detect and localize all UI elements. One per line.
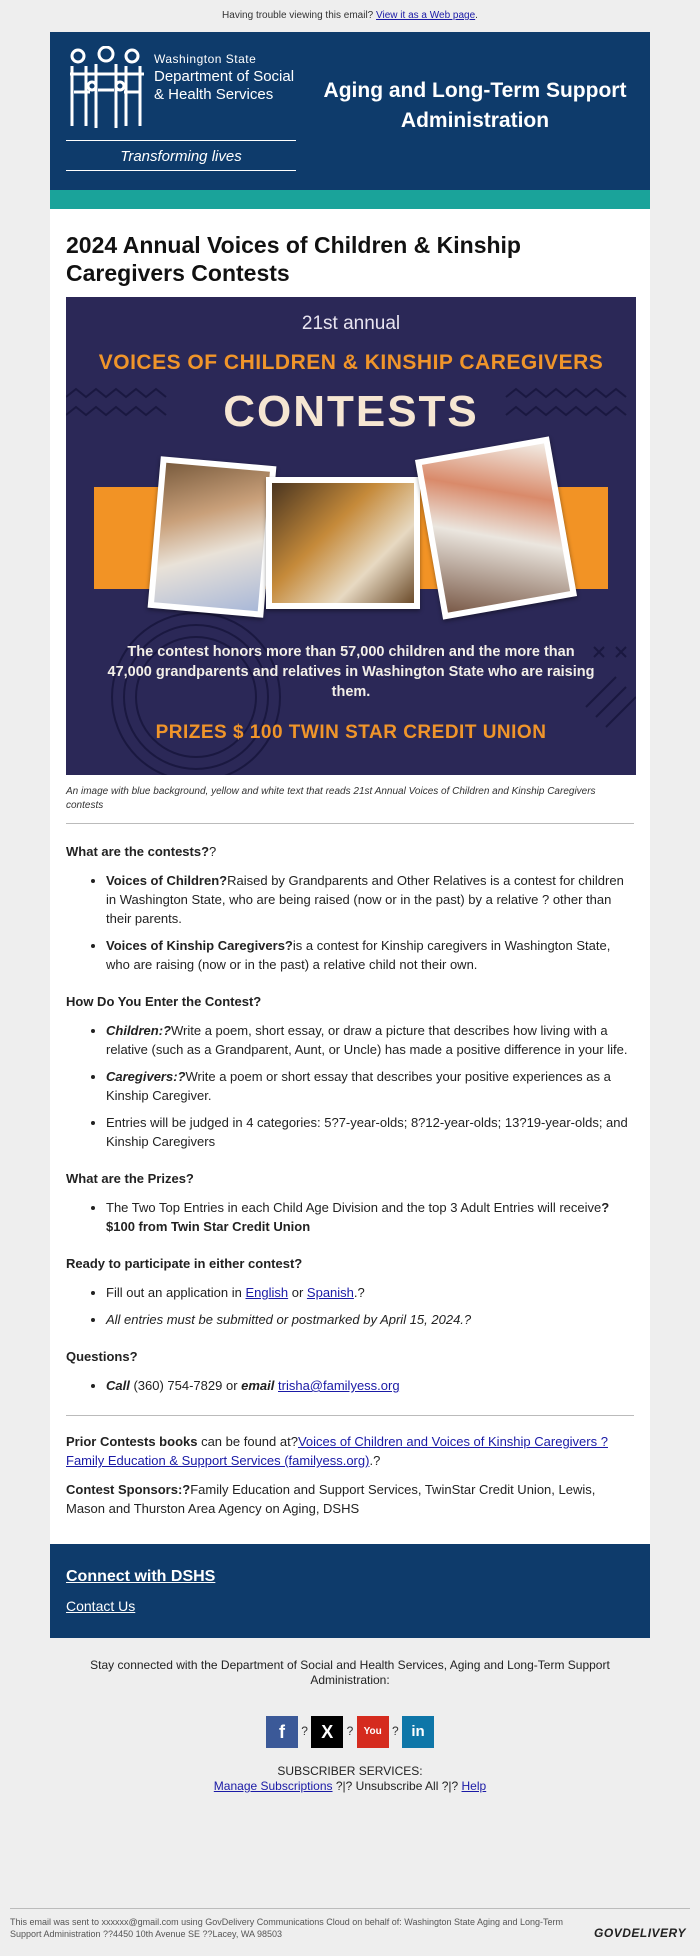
footer-divider bbox=[10, 1908, 690, 1909]
page-title: 2024 Annual Voices of Children & Kinship Caregivers Contests bbox=[66, 232, 521, 286]
email-label: email bbox=[241, 1378, 275, 1393]
questions-heading: Questions? bbox=[66, 1349, 138, 1364]
prior-contests-label: Prior Contests books bbox=[66, 1434, 198, 1449]
logo-dept-2: & Health Services bbox=[154, 86, 274, 103]
sponsors-text: Family Education and Support Services, TwinStar Credit Union, Lewis, Mason and Thurston Area Agency on Aging, DSHS bbox=[66, 1482, 596, 1516]
social-links bbox=[0, 1716, 700, 1748]
contact-us-link[interactable]: Contact Us bbox=[66, 1598, 136, 1614]
list-item bbox=[106, 1113, 634, 1151]
list-item bbox=[106, 1376, 634, 1395]
footer-banner bbox=[50, 1544, 650, 1638]
prior-contests-tail: .? bbox=[369, 1453, 381, 1468]
govdelivery-logo: GOVDELIVERY bbox=[594, 1926, 686, 1940]
list-item bbox=[106, 1198, 634, 1236]
social-separator: ? bbox=[301, 1724, 308, 1739]
header-banner bbox=[50, 32, 650, 190]
help-link[interactable]: Help bbox=[461, 1779, 487, 1793]
section-divider bbox=[66, 823, 634, 824]
entry-type: Children:? bbox=[106, 1023, 171, 1038]
social-separator: ? bbox=[392, 1724, 399, 1739]
questions-list bbox=[66, 1376, 634, 1395]
contests-heading-text: What are the contests? bbox=[66, 844, 210, 859]
contests-heading-tail: ? bbox=[209, 844, 217, 859]
top-notice-text: Having trouble viewing this email? bbox=[222, 10, 377, 21]
phone-number: (360) 754-7829 or bbox=[129, 1378, 242, 1393]
list-item bbox=[106, 1310, 634, 1329]
contest-banner-image bbox=[66, 297, 636, 775]
connect-dshs-link[interactable]: Connect with DSHS bbox=[66, 1568, 216, 1585]
dshs-logo bbox=[66, 46, 296, 176]
contest-name: Voices of Children? bbox=[106, 873, 228, 888]
list-item bbox=[106, 871, 634, 928]
youtube-icon[interactable]: You bbox=[357, 1716, 389, 1748]
facebook-icon[interactable]: f bbox=[266, 1716, 298, 1748]
linkedin-icon[interactable]: in bbox=[402, 1716, 434, 1748]
prior-contests-paragraph bbox=[66, 1432, 634, 1470]
x-icon[interactable]: X bbox=[311, 1716, 343, 1748]
call-label: Call bbox=[106, 1378, 130, 1393]
banner-description: The contest honors more than 57,000 children and the more than 47,000 grandparents and relatives in Washington State who are raising them. bbox=[107, 644, 595, 700]
social-separator: ? bbox=[346, 1724, 354, 1739]
list-item bbox=[106, 1067, 634, 1105]
logo-divider bbox=[66, 140, 296, 141]
spanish-application-link[interactable]: Spanish bbox=[306, 1285, 354, 1300]
logo-dept-1: Department of Social bbox=[154, 68, 295, 85]
contests-list bbox=[66, 871, 634, 974]
participate-list bbox=[66, 1283, 634, 1329]
logo-divider-bottom bbox=[66, 170, 296, 171]
english-application-link[interactable]: English bbox=[245, 1285, 289, 1300]
section-divider bbox=[66, 1415, 634, 1416]
subscriber-title: SUBSCRIBER SERVICES: bbox=[277, 1764, 423, 1778]
prize-description: The Two Top Entries in each Child Age Division and the top 3 Adult Entries will receive bbox=[106, 1200, 602, 1215]
fine-print: This email was sent to xxxxxx@gmail.com using GovDelivery Communications Cloud on behalf of: Washington State Aging and Long-Term Support Administration ??4450 10th Avenue SE ??Lacey, WA 98503 bbox=[10, 1917, 564, 1939]
apply-or: or bbox=[288, 1285, 307, 1300]
contest-description: is a contest for Kinship caregivers in Washington State, who are raising (now or in the past) a relative child not their own. bbox=[106, 938, 611, 972]
contact-email-link[interactable]: trisha@familyess.org bbox=[278, 1378, 400, 1393]
family-figures-icon bbox=[66, 46, 146, 132]
logo-tagline: Transforming lives bbox=[120, 148, 242, 165]
sponsors-paragraph bbox=[66, 1480, 634, 1518]
subscriber-separator: ?|? Unsubscribe All ?|? bbox=[332, 1779, 462, 1793]
contest-description: Raised by Grandparents and Other Relatives is a contest for children in Washington State, who are being raised (now or in the past) by a relative ? other than their parents. bbox=[106, 873, 624, 926]
prior-contests-text: can be found at? bbox=[197, 1434, 298, 1449]
participate-heading: Ready to participate in either contest? bbox=[66, 1256, 303, 1271]
entry-type: Caregivers:? bbox=[106, 1069, 186, 1084]
contests-heading bbox=[66, 844, 634, 859]
stay-connected-text: Stay connected with the Department of Social and Health Services, Aging and Long-Term Support Administration: bbox=[90, 1658, 610, 1687]
view-web-page-link[interactable]: View it as a Web page bbox=[376, 10, 476, 21]
subscriber-services bbox=[0, 1764, 700, 1794]
deadline-text: All entries must be submitted or postmarked by April 15, 2024.? bbox=[106, 1312, 472, 1327]
entry-description: Write a poem, short essay, or draw a picture that describes how living with a relative (such as a Grandparent, Aunt, or Uncle) has made a positive difference in your life. bbox=[106, 1023, 628, 1057]
banner-contests: CONTESTS bbox=[223, 387, 479, 436]
accent-bar bbox=[50, 190, 650, 209]
child-drawing-photo bbox=[148, 456, 277, 618]
apply-tail: .? bbox=[353, 1285, 365, 1300]
banner-annual: 21st annual bbox=[301, 313, 401, 334]
logo-state: Washington State bbox=[154, 52, 257, 66]
email-container bbox=[50, 32, 650, 1638]
top-notice-tail: . bbox=[475, 10, 478, 21]
sponsors-label: Contest Sponsors:? bbox=[66, 1482, 191, 1497]
entry-categories: Entries will be judged in 4 categories: 5?7-year-olds; 8?12-year-olds; 13?19-year-olds; and Kinship Caregivers bbox=[106, 1115, 628, 1149]
prizes-heading: What are the Prizes? bbox=[66, 1171, 194, 1186]
prizes-list bbox=[66, 1198, 634, 1236]
art-supplies-photo bbox=[415, 436, 577, 619]
top-notice bbox=[0, 0, 700, 32]
apply-prefix: Fill out an application in bbox=[106, 1285, 246, 1300]
grandparent-writing-photo bbox=[266, 477, 420, 609]
prize-amount: ?$100 from Twin Star Credit Union bbox=[106, 1200, 610, 1234]
enter-list bbox=[66, 1021, 634, 1151]
enter-heading: How Do You Enter the Contest? bbox=[66, 994, 262, 1009]
contest-name: Voices of Kinship Caregivers? bbox=[106, 938, 293, 953]
list-item bbox=[106, 1283, 634, 1302]
header-title: Aging and Long-Term Support Administration bbox=[323, 79, 627, 132]
list-item bbox=[106, 1021, 634, 1059]
image-caption: An image with blue background, yellow and white text that reads 21st Annual Voices of Children and Kinship Caregivers contests bbox=[66, 786, 596, 811]
prior-contests-link[interactable]: Voices of Children and Voices of Kinship Caregivers ? Family Education & Support Services (familyess.org) bbox=[66, 1434, 608, 1468]
list-item bbox=[106, 936, 634, 974]
banner-prizes: PRIZES $ 100 TWIN STAR CREDIT UNION bbox=[155, 722, 547, 743]
main-content bbox=[50, 209, 650, 1544]
entry-description: Write a poem or short essay that describes your positive experiences as a Kinship Caregiver. bbox=[106, 1069, 611, 1103]
banner-voices: VOICES OF CHILDREN & KINSHIP CAREGIVERS bbox=[98, 351, 604, 374]
manage-subscriptions-link[interactable]: Manage Subscriptions bbox=[213, 1779, 333, 1793]
